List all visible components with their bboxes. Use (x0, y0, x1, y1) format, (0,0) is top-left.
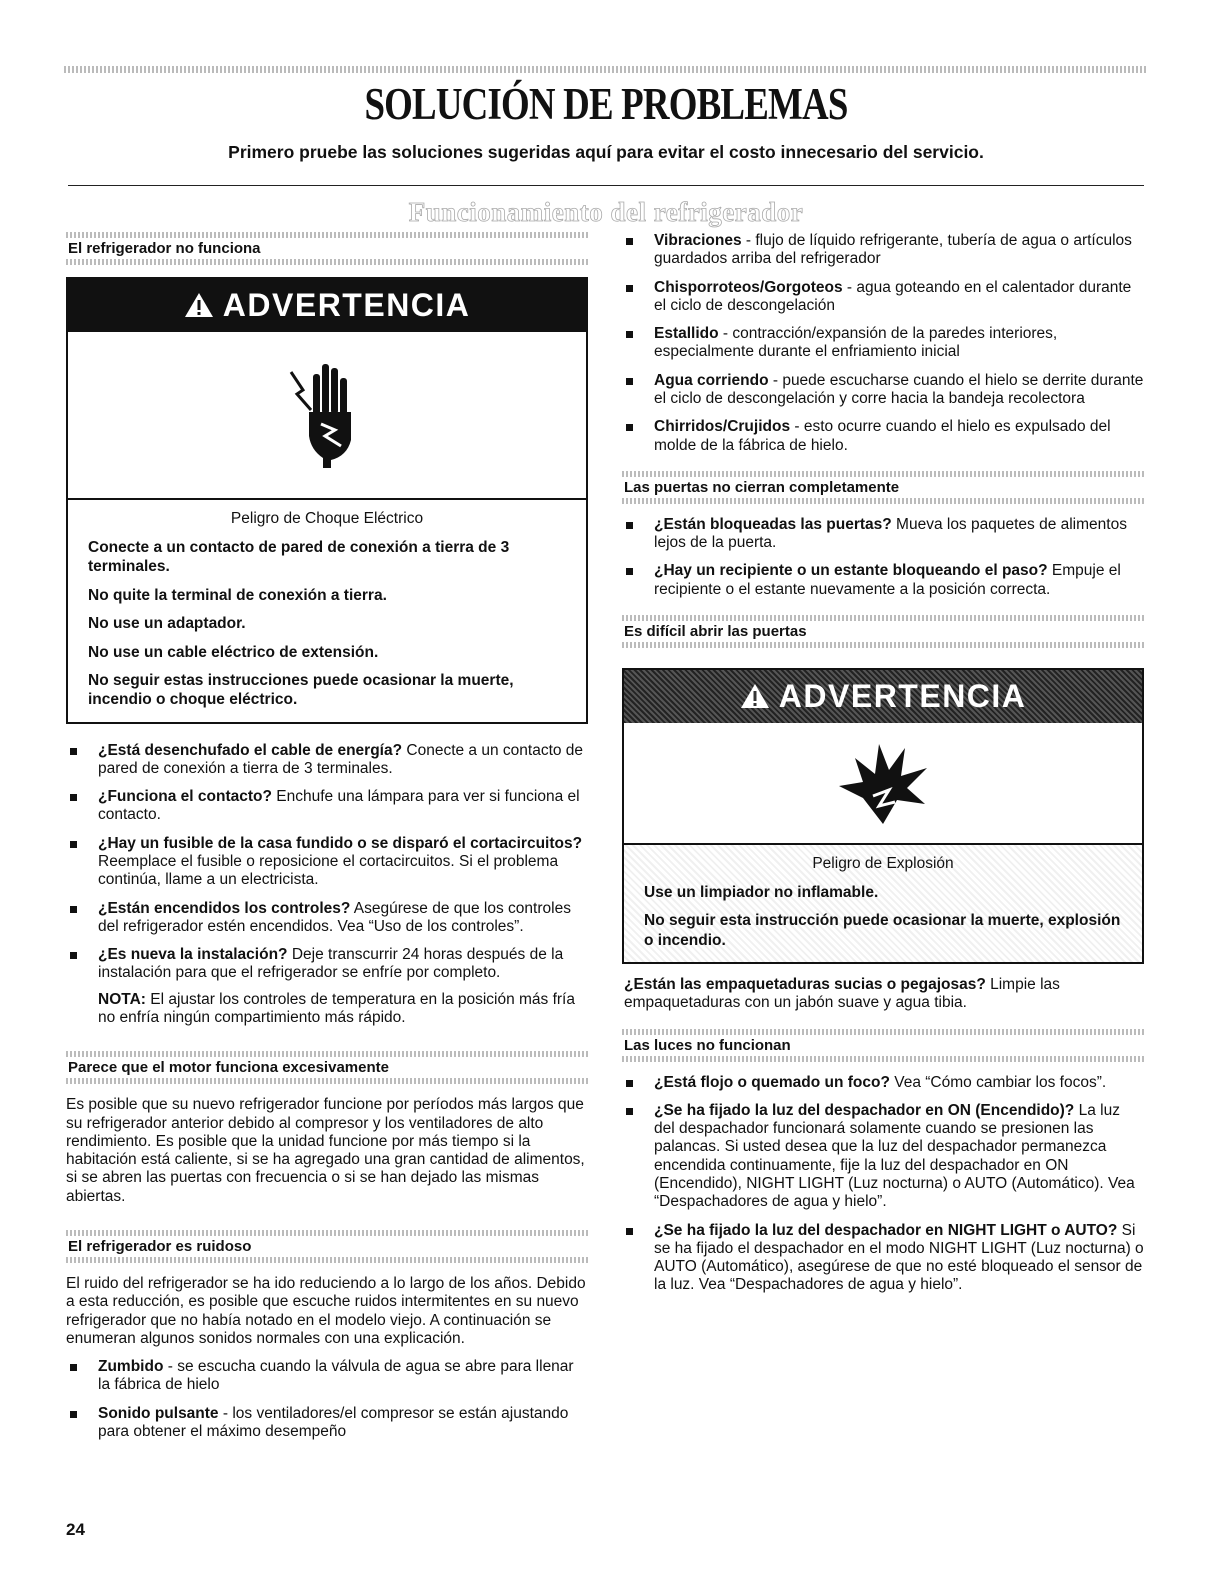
left-column (66, 232, 588, 1451)
list-item: ¿Funciona el contacto? Enchufe una lámpara para ver si funciona el contacto. (66, 788, 588, 825)
list-item: Chisporroteos/Gorgoteos - agua goteando en el calentador durante el ciclo de descongelación (622, 279, 1144, 316)
list-puertas (622, 516, 1144, 599)
electric-shock-hand-icon (68, 332, 586, 500)
list-item: Agua corriendo - puede escucharse cuando el hielo se derrite durante el ciclo de descongelación y corre hacia la bandeja recolectora (622, 372, 1144, 409)
page-subtitle: Primero pruebe las soluciones sugeridas aquí para evitar el costo innecesario del servicio. (228, 142, 984, 162)
heading-no-funciona: El refrigerador no funciona (66, 232, 588, 265)
heading-luces: Las luces no funcionan (622, 1029, 1144, 1062)
list-luces (622, 1074, 1144, 1295)
warning-label: ADVERTENCIA (778, 677, 1027, 714)
top-rule (64, 66, 1148, 73)
heading-motor: Parece que el motor funciona excesivamente (66, 1051, 588, 1084)
warning-box-electric (66, 277, 588, 724)
warning-box-explosion (622, 668, 1144, 964)
explosion-icon (624, 723, 1142, 845)
paragraph-empaquetaduras: ¿Están las empaquetaduras sucias o pegajosas? Limpie las empaquetaduras con un jabón suave y agua tibia. (624, 976, 1060, 1012)
page-title: SOLUCIÓN DE PROBLEMAS (364, 79, 848, 129)
warning-header (68, 279, 586, 332)
warning-line: No use un cable eléctrico de extensión. (88, 643, 379, 661)
section-title: Funcionamiento del refrigerador (408, 197, 804, 227)
heading-dificil: Es difícil abrir las puertas (622, 615, 1144, 648)
paragraph-motor: Es posible que su nuevo refrigerador funcione por períodos más largos que su refrigerador anterior debido al compresor y los ventiladores de alto rendimiento. Es posible que la unidad funcione por más tiempo si la habitación está caliente, si se ha agregado una gran cantidad de alimentos, si se abren las puertas con frecuencia o si se han dejado las mismas abiertas. (66, 1096, 585, 1205)
list-sounds-right (622, 232, 1144, 455)
warning-label: ADVERTENCIA (222, 287, 471, 323)
list-item: ¿Se ha fijado la luz del despachador en NIGHT LIGHT o AUTO? Si se ha fijado el despachador en el modo NIGHT LIGHT (Luz nocturna) o AUTO (Automático), asegúrese de que no esté bloqueado el sensor de la luz. Vea “Despachadores de agua y hielo”. (622, 1222, 1144, 1295)
list-no-funciona (66, 742, 588, 983)
warning-line: No seguir esta instrucción puede ocasionar la muerte, explosión o incendio. (644, 912, 1121, 949)
list-item: ¿Es nueva la instalación? Deje transcurrir 24 horas después de la instalación para que el refrigerador se enfríe por completo. (66, 946, 588, 983)
paragraph-ruidoso: El ruido del refrigerador se ha ido reduciendo a lo largo de los años. Debido a esta reducción, es posible que escuche ruidos intermitentes en su nuevo refrigerador que no había notado en el modelo viejo. A continuación se enumeran algunos sonidos normales con una explicación. (66, 1274, 586, 1347)
list-item: ¿Están bloqueadas las puertas? Mueva los paquetes de alimentos lejos de la puerta. (622, 516, 1144, 553)
warning-triangle-icon (740, 678, 779, 714)
list-item: Estallido - contracción/expansión de la paredes interiores, especialmente durante el enfriamiento inicial (622, 325, 1144, 362)
warning-header (624, 670, 1142, 723)
warning-line: Use un limpiador no inflamable. (644, 883, 879, 901)
list-item: ¿Están encendidos los controles? Asegúrese de que los controles del refrigerador estén encendidos. Vea “Uso de los controles”. (66, 900, 588, 937)
hazard-title: Peligro de Explosión (812, 854, 954, 872)
hazard-title: Peligro de Choque Eléctrico (230, 510, 424, 527)
warning-line: No quite la terminal de conexión a tierra. (88, 586, 387, 604)
list-item: ¿Hay un recipiente o un estante bloqueando el paso? Empuje el recipiente o el estante nuevamente a la posición correcta. (622, 562, 1144, 599)
warning-line: No use un adaptador. (88, 615, 246, 633)
list-sounds-left (66, 1358, 588, 1441)
list-item: Vibraciones - flujo de líquido refrigerante, tubería de agua o artículos guardados arriba del refrigerador (622, 232, 1144, 269)
note: NOTA: El ajustar los controles de temperatura en la posición más fría no enfría ningún compartimiento más rápido. (98, 990, 575, 1026)
warning-triangle-icon (184, 287, 223, 323)
list-item: Chirridos/Crujidos - esto ocurre cuando el hielo es expulsado del molde de la fábrica de hielo. (622, 418, 1144, 455)
warning-line: No seguir estas instrucciones puede ocasionar la muerte, incendio o choque eléctrico. (88, 671, 514, 709)
list-item: ¿Hay un fusible de la casa fundido o se disparó el cortacircuitos? Reemplace el fusible o reposicione el cortacircuitos. Si el problema continúa, llame a un electricista. (66, 835, 588, 890)
list-item: ¿Está desenchufado el cable de energía? Conecte a un contacto de pared de conexión a tierra de 3 terminales. (66, 742, 588, 779)
list-item: ¿Está flojo o quemado un foco? Vea “Cómo cambiar los focos”. (622, 1074, 1144, 1092)
warning-line: Conecte a un contacto de pared de conexión a tierra de 3 terminales. (88, 539, 510, 576)
right-column (622, 232, 1144, 1305)
list-item: Sonido pulsante - los ventiladores/el compresor se están ajustando para obtener el máximo desempeño (66, 1405, 588, 1442)
list-item: ¿Se ha fijado la luz del despachador en ON (Encendido)? La luz del despachador funcionará solamente cuando se presionen las palancas. Si usted desea que la luz del despachador permanezca encendida continuamente, fije la luz del despachador en ON (Encendido), NIGHT LIGHT (Luz nocturna) o AUTO (Automático). Vea “Despachadores de agua y hielo”. (622, 1102, 1144, 1212)
warning-body (624, 845, 1142, 962)
page-number: 24 (66, 1520, 85, 1539)
heading-puertas: Las puertas no cierran completamente (622, 471, 1144, 504)
heading-ruidoso: El refrigerador es ruidoso (66, 1230, 588, 1263)
divider (68, 185, 1144, 186)
list-item: Zumbido - se escucha cuando la válvula de agua se abre para llenar la fábrica de hielo (66, 1358, 588, 1395)
warning-body (68, 500, 586, 722)
